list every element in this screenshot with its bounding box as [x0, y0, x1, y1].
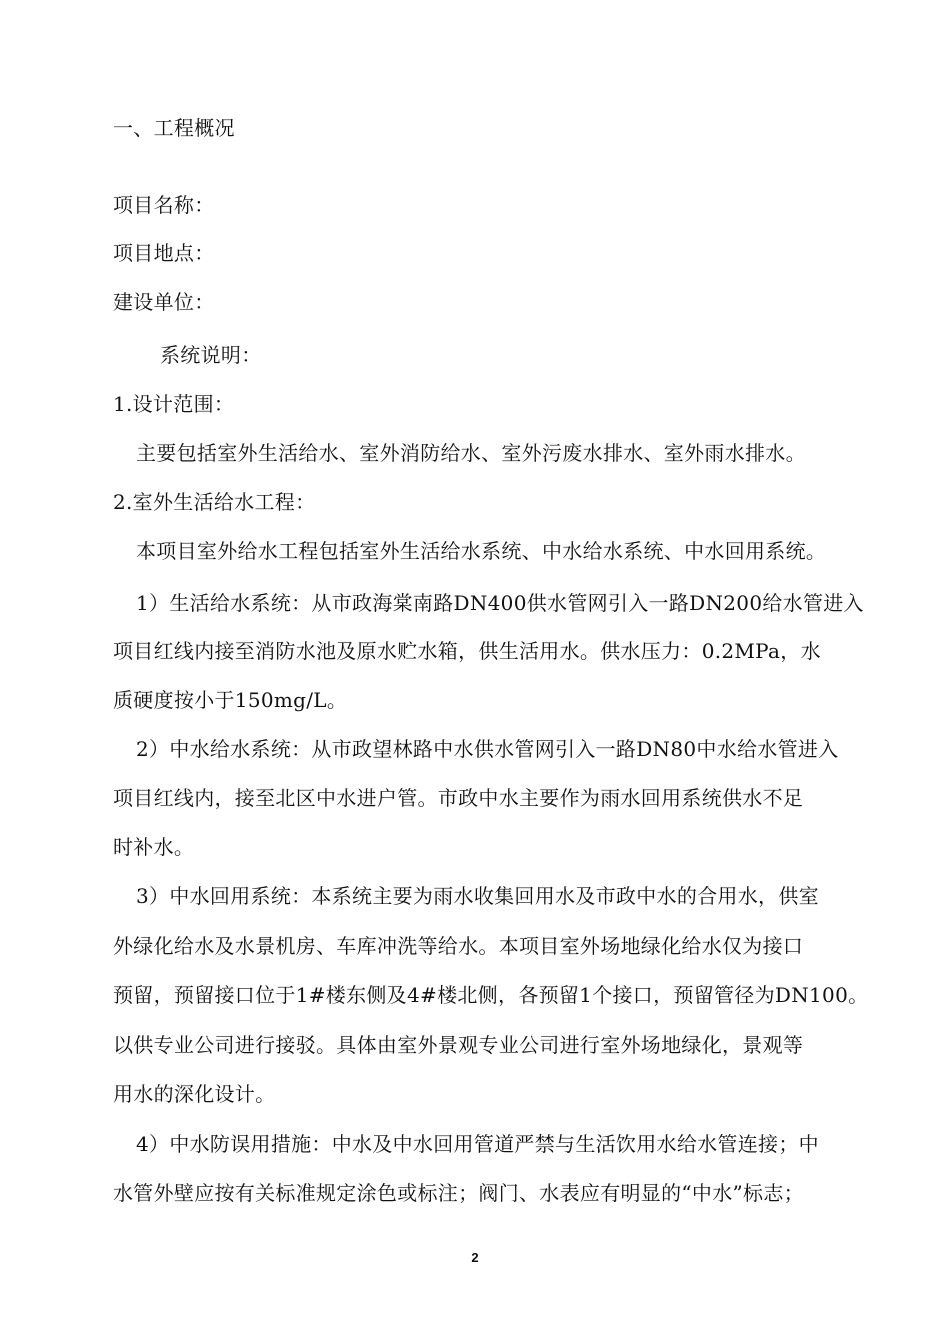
page-number: 2: [471, 1250, 479, 1265]
builder-label: 建设单位：: [113, 290, 215, 314]
item1-line-3: 质硬度按小于150mg/L。: [113, 688, 348, 712]
item3-line-1: 3）中水回用系统：本系统主要为雨水收集回用水及市政中水的合用水，供室: [136, 884, 819, 908]
item4-line-1: 4）中水防误用措施：中水及中水回用管道严禁与生活饮用水给水管连接；中: [136, 1132, 819, 1156]
item2-line-1: 2）中水给水系统：从市政望林路中水供水管网引入一路DN80中水给水管进入: [136, 737, 839, 761]
item3-line-5: 用水的深化设计。: [113, 1082, 276, 1106]
item2-line-3: 时补水。: [113, 835, 195, 859]
system-description-label: 系统说明：: [160, 343, 262, 367]
scope-heading: 1.设计范围：: [113, 392, 235, 416]
project-location-label: 项目地点：: [113, 241, 215, 265]
water-supply-heading: 2.室外生活给水工程：: [113, 490, 316, 514]
item1-line-2: 项目红线内接至消防水池及原水贮水箱，供生活用水。供水压力：0.2MPa，水: [113, 639, 821, 663]
water-supply-intro: 本项目室外给水工程包括室外生活给水系统、中水给水系统、中水回用系统。: [136, 539, 827, 563]
project-name-label: 项目名称：: [113, 193, 215, 217]
item3-line-2: 外绿化给水及水景机房、车库冲洗等给水。本项目室外场地绿化给水仅为接口: [113, 934, 804, 958]
item2-line-2: 项目红线内，接至北区中水进户管。市政中水主要作为雨水回用系统供水不足: [113, 786, 804, 810]
item1-line-1: 1）生活给水系统：从市政海棠南路DN400供水管网引入一路DN200给水管进入: [136, 591, 864, 615]
scope-text: 主要包括室外生活给水、室外消防给水、室外污废水排水、室外雨水排水。: [136, 441, 806, 465]
section-heading: 一、工程概况: [113, 116, 235, 140]
item3-line-3: 预留，预留接口位于1#楼东侧及4#楼北侧，各预留1个接口，预留管径为DN100。: [113, 983, 869, 1007]
item4-line-2: 水管外壁应按有关标准规定涂色或标注；阀门、水表应有明显的“中水”标志；: [113, 1181, 804, 1205]
item3-line-4: 以供专业公司进行接驳。具体由室外景观专业公司进行室外场地绿化，景观等: [113, 1033, 804, 1057]
